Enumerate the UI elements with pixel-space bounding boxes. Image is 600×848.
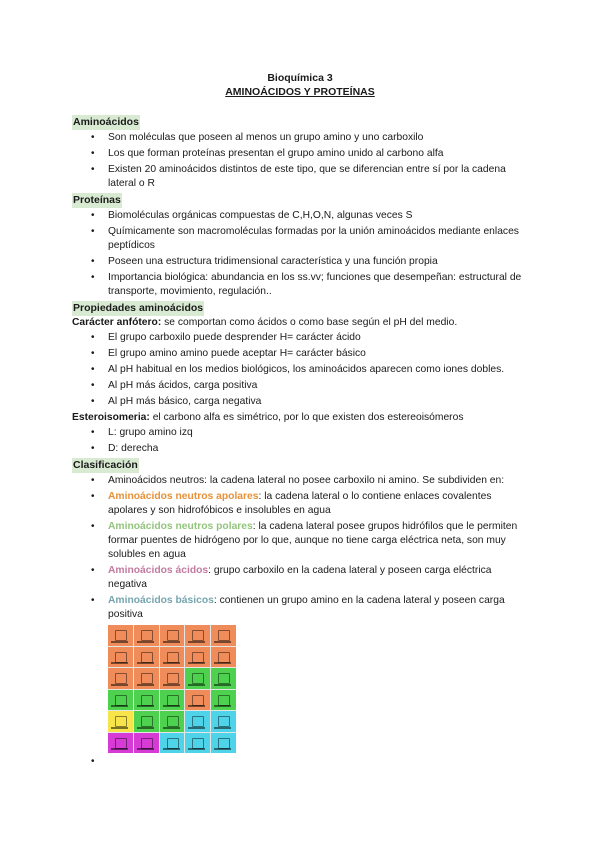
structure-cell — [185, 625, 210, 646]
structure-cell — [108, 711, 133, 732]
structure-cell — [108, 733, 133, 754]
structure-cell — [108, 668, 133, 689]
list-item: • El grupo amino amino puede aceptar H= carácter básico — [108, 347, 532, 361]
list-item: • Biomoléculas orgánicas compuestas de C,H,O,N, algunas veces S — [108, 209, 532, 223]
list-item: • D: derecha — [108, 442, 532, 456]
structure-cell — [134, 711, 159, 732]
list-item: • Al pH más básico, carga negativa — [108, 395, 532, 409]
acidos-text: : grupo carboxilo en la cadena lateral y poseen carga eléctrica negativa — [108, 565, 492, 590]
apolares-label: Aminoácidos neutros apolares — [108, 491, 259, 502]
polares-text: : la cadena lateral posee grupos hidrófilos que le permiten formar puentes de hidrógeno por lo que, aunque no tiene carga eléctrica neta, son muy solubles en agua — [108, 521, 518, 560]
list-item: • Importancia biológica: abundancia en los ss.vv; funciones que desempeñan: estructural de transporte, movimiento, regulación.. — [108, 271, 532, 299]
structure-cell — [185, 647, 210, 668]
estereo-list — [72, 426, 532, 456]
structure-cell — [160, 690, 185, 711]
basicos-label: Aminoácidos básicos — [108, 595, 214, 606]
apolares-text: : la cadena lateral o lo contiene enlaces covalentes apolares y son hidrofóbicos e insolubles en agua — [108, 491, 492, 516]
structure-cell — [211, 647, 236, 668]
structure-cell — [185, 711, 210, 732]
document-body — [72, 115, 532, 755]
structure-cell — [211, 711, 236, 732]
aminoacidos-list — [72, 131, 532, 191]
list-item: • L: grupo amino izq — [108, 426, 532, 440]
structure-cell — [160, 733, 185, 754]
estereo-text: el carbono alfa es simétrico, por lo que existen dos estereoisómeros — [149, 412, 464, 423]
structure-cell — [134, 625, 159, 646]
structure-cell — [134, 668, 159, 689]
basicos-text: : contienen un grupo amino en la cadena lateral y poseen carga positiva — [108, 595, 505, 620]
list-item: • Aminoácidos neutros: la cadena lateral no posee carboxilo ni amino. Se subdividen en: — [108, 474, 532, 488]
topic-title: AMINOÁCIDOS Y PROTEÍNAS — [225, 86, 375, 98]
anfotero-list — [72, 331, 532, 409]
section-heading-propiedades: Propiedades aminoácidos — [73, 302, 204, 314]
section-heading-clasificacion: Clasificación — [73, 459, 138, 471]
structure-cell — [108, 625, 133, 646]
structure-cell — [160, 647, 185, 668]
section-heading-aminoacidos: Aminoácidos — [73, 116, 139, 128]
structure-cell — [160, 711, 185, 732]
proteinas-list — [72, 209, 532, 299]
anfotero-paragraph — [72, 316, 532, 330]
list-item-polares — [108, 520, 532, 562]
course-title: Bioquímica 3 — [267, 72, 333, 84]
acidos-label: Aminoácidos ácidos — [108, 565, 209, 576]
structure-cell — [211, 668, 236, 689]
list-item-apolares — [108, 490, 532, 518]
structure-cell — [134, 647, 159, 668]
structure-cell — [185, 733, 210, 754]
polares-label: Aminoácidos neutros polares — [108, 521, 253, 532]
list-item: • Químicamente son macromoléculas formadas por la unión aminoácidos mediante enlaces peptídicos — [108, 225, 532, 253]
structure-cell — [160, 625, 185, 646]
list-item-basicos — [108, 594, 532, 753]
estereo-paragraph — [72, 411, 532, 425]
anfotero-text: se comportan como ácidos o como base según el pH del medio. — [161, 317, 458, 328]
structure-cell — [134, 690, 159, 711]
structure-cell — [185, 668, 210, 689]
list-item: • Existen 20 aminoácidos distintos de este tipo, que se diferencian entre sí por la cadena lateral o R — [108, 163, 532, 191]
structure-cell — [108, 647, 133, 668]
list-item: • Son moléculas que poseen al menos un grupo amino y uno carboxilo — [108, 131, 532, 145]
structure-cell — [185, 690, 210, 711]
list-item-acidos — [108, 564, 532, 592]
anfotero-label: Carácter anfótero: — [72, 317, 162, 328]
structure-cell — [160, 668, 185, 689]
list-item: • Poseen una estructura tridimensional característica y una función propia — [108, 255, 532, 269]
estereo-label: Esteroisomeria: — [72, 412, 150, 423]
structure-cell — [211, 690, 236, 711]
list-item: • Al pH habitual en los medios biológicos, los aminoácidos aparecen como iones dobles. — [108, 363, 532, 377]
list-item: • Al pH más ácidos, carga positiva — [108, 379, 532, 393]
structure-cell — [134, 733, 159, 754]
section-heading-proteinas: Proteínas — [73, 194, 121, 206]
structure-cell — [108, 690, 133, 711]
amino-acid-structures-image — [108, 625, 236, 753]
structure-cell — [211, 625, 236, 646]
clasificacion-list — [72, 474, 532, 753]
structure-cell — [211, 733, 236, 754]
list-item: • Los que forman proteínas presentan el grupo amino unido al carbono alfa — [108, 147, 532, 161]
list-item: • El grupo carboxilo puede desprender H= carácter ácido — [108, 331, 532, 345]
